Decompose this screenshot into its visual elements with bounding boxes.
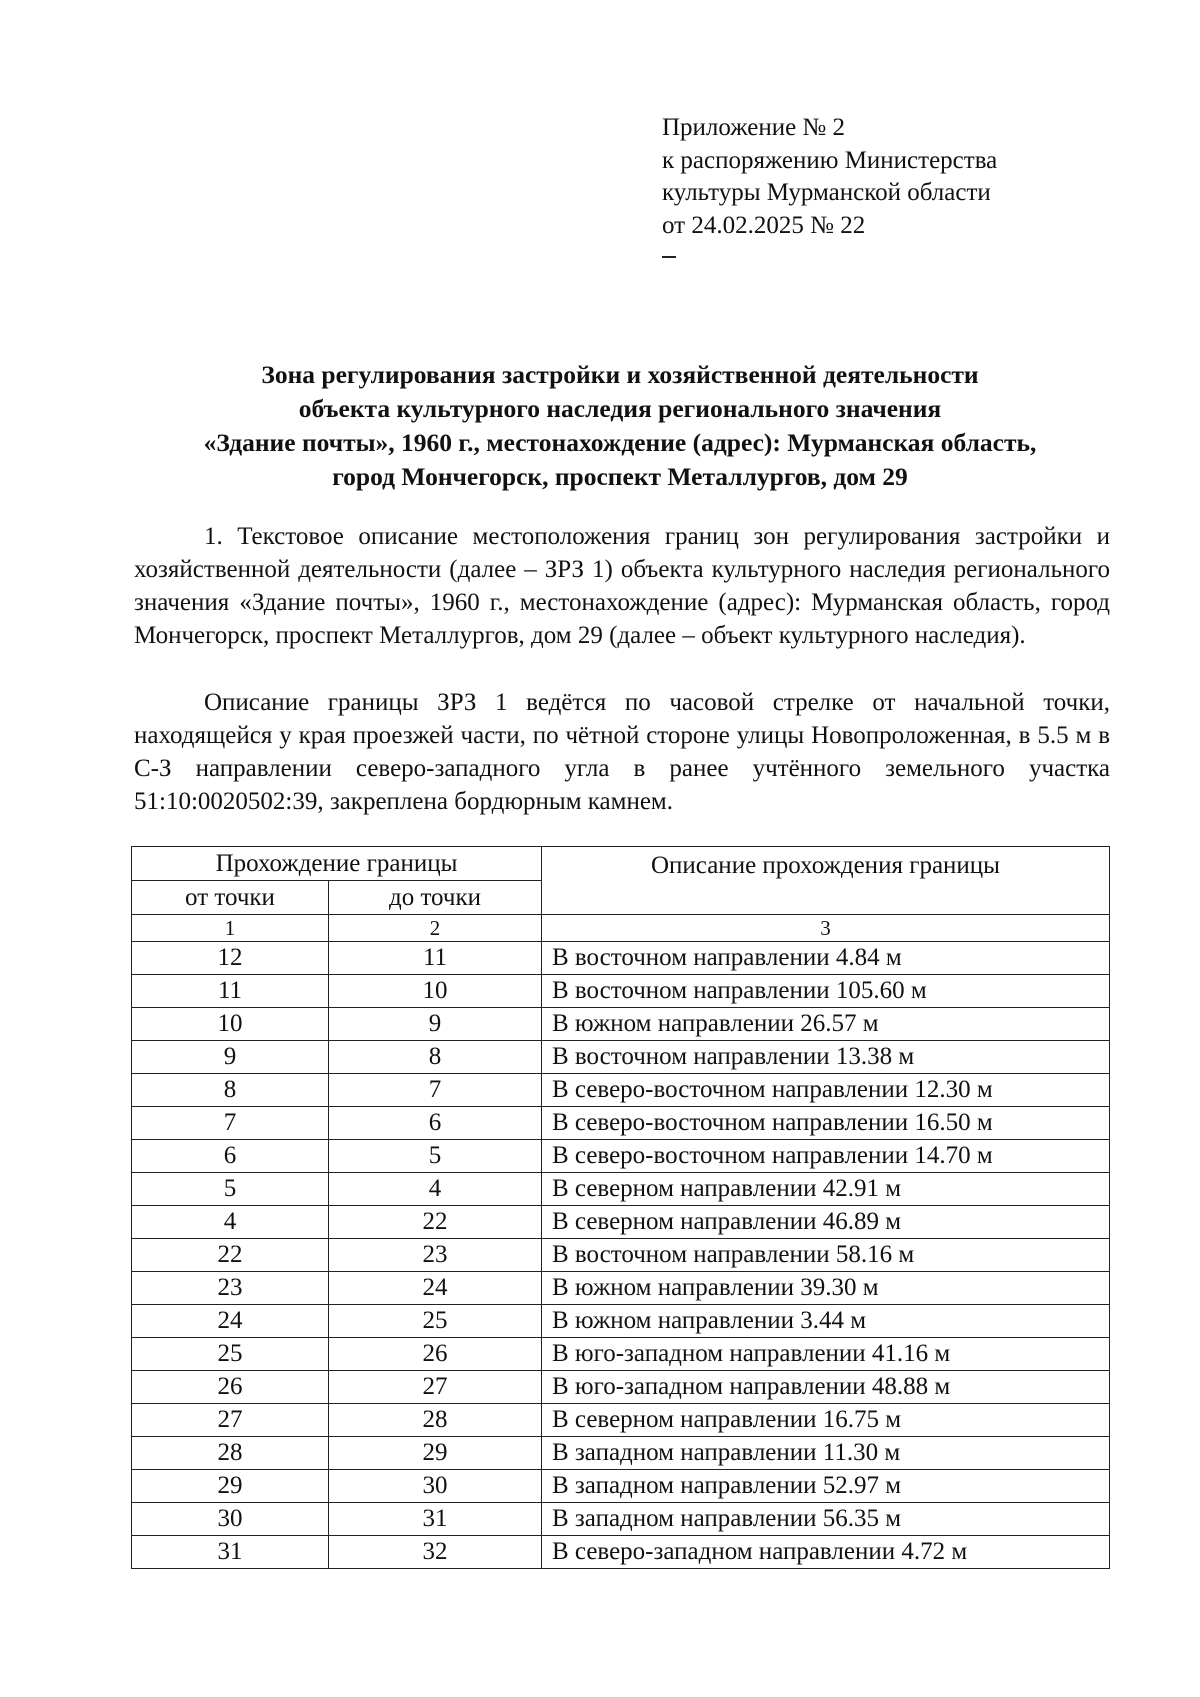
table-row — [132, 1437, 1110, 1470]
cell-from: 30 — [132, 1503, 329, 1536]
table-row — [132, 1206, 1110, 1239]
cell-from: 4 — [132, 1206, 329, 1239]
paragraph-2: Описание границы ЗРЗ 1 ведётся по часовой стрелке от начальной точки, находящейся у края проезжей части, по чётной стороне улицы Новопроложенная, в 5.5 м в С-З направлении северо-западного угла в ранее учтённого земельного участка 51:10:0020502:39, закреплена бордюрным камнем. — [134, 689, 1110, 815]
table-row — [132, 1503, 1110, 1536]
cell-to: 30 — [329, 1470, 542, 1503]
cell-from: 11 — [132, 975, 329, 1008]
cell-from: 6 — [132, 1140, 329, 1173]
table-row — [132, 975, 1110, 1008]
cell-description: В северо-восточном направлении 14.70 м — [542, 1140, 1110, 1173]
cell-description: В западном направлении 56.35 м — [542, 1503, 1110, 1536]
table-row — [132, 1371, 1110, 1404]
table-row — [132, 1239, 1110, 1272]
cell-to: 32 — [329, 1536, 542, 1569]
table-row — [132, 1338, 1110, 1371]
cell-description: В восточном направлении 13.38 м — [542, 1041, 1110, 1074]
cell-description: В западном направлении 11.30 м — [542, 1437, 1110, 1470]
annex-line-2: к распоряжению Министерства — [662, 146, 998, 174]
cell-to: 25 — [329, 1305, 542, 1338]
cell-from: 7 — [132, 1107, 329, 1140]
cell-from: 23 — [132, 1272, 329, 1305]
boundary-table — [131, 846, 1110, 1569]
cell-description: В северо-восточном направлении 16.50 м — [542, 1107, 1110, 1140]
cell-to: 23 — [329, 1239, 542, 1272]
cell-to: 11 — [329, 942, 542, 975]
table-row — [132, 1470, 1110, 1503]
annex-line-4: от 24.02.2025 № 22 — [662, 211, 866, 239]
cell-from: 27 — [132, 1404, 329, 1437]
cell-to: 5 — [329, 1140, 542, 1173]
cell-from: 26 — [132, 1371, 329, 1404]
table-row — [132, 1140, 1110, 1173]
dash-mark — [662, 256, 676, 258]
cell-description: В восточном направлении 58.16 м — [542, 1239, 1110, 1272]
header-to: до точки — [329, 881, 542, 915]
table-row — [132, 1041, 1110, 1074]
title-line-3: «Здание почты», 1960 г., местонахождение (адрес): Мурманская область, — [203, 428, 1037, 457]
header-from: от точки — [132, 881, 329, 915]
cell-to: 29 — [329, 1437, 542, 1470]
cell-to: 8 — [329, 1041, 542, 1074]
annex-line-3: культуры Мурманской области — [662, 179, 991, 206]
table-row — [132, 1404, 1110, 1437]
title-line-4: город Мончегорск, проспект Металлургов, дом 29 — [332, 462, 908, 491]
cell-to: 9 — [329, 1008, 542, 1041]
cell-to: 7 — [329, 1074, 542, 1107]
header-description: Описание прохождения границы — [542, 847, 1110, 915]
cell-to: 31 — [329, 1503, 542, 1536]
table-header-row — [132, 847, 1110, 881]
cell-from: 9 — [132, 1041, 329, 1074]
cell-from: 10 — [132, 1008, 329, 1041]
table-row — [132, 1536, 1110, 1569]
cell-description: В северном направлении 42.91 м — [542, 1173, 1110, 1206]
cell-description: В западном направлении 52.97 м — [542, 1470, 1110, 1503]
table-row — [132, 1008, 1110, 1041]
cell-to: 24 — [329, 1272, 542, 1305]
cell-to: 26 — [329, 1338, 542, 1371]
cell-from: 31 — [132, 1536, 329, 1569]
title-line-2: объекта культурного наследия регионального значения — [298, 394, 942, 423]
cell-to: 4 — [329, 1173, 542, 1206]
cell-from: 12 — [132, 942, 329, 975]
cell-description: В северо-западном направлении 4.72 м — [542, 1536, 1110, 1569]
cell-description: В юго-западном направлении 41.16 м — [542, 1338, 1110, 1371]
cell-from: 24 — [132, 1305, 329, 1338]
cell-from: 28 — [132, 1437, 329, 1470]
cell-to: 10 — [329, 975, 542, 1008]
header-passage: Прохождение границы — [132, 847, 542, 881]
cell-description: В северо-восточном направлении 12.30 м — [542, 1074, 1110, 1107]
cell-description: В восточном направлении 105.60 м — [542, 975, 1110, 1008]
table-row — [132, 1074, 1110, 1107]
cell-to: 22 — [329, 1206, 542, 1239]
cell-description: В северном направлении 46.89 м — [542, 1206, 1110, 1239]
column-number-row — [132, 915, 1110, 942]
cell-description: В юго-западном направлении 48.88 м — [542, 1371, 1110, 1404]
table-row — [132, 1305, 1110, 1338]
cell-description: В южном направлении 3.44 м — [542, 1305, 1110, 1338]
document-title — [130, 358, 1110, 494]
table-row — [132, 942, 1110, 975]
annex-header — [662, 112, 997, 242]
table-row — [132, 1107, 1110, 1140]
cell-to: 28 — [329, 1404, 542, 1437]
cell-to: 27 — [329, 1371, 542, 1404]
cell-from: 5 — [132, 1173, 329, 1206]
title-line-1: Зона регулирования застройки и хозяйственной деятельности — [261, 360, 979, 389]
cell-description: В южном направлении 39.30 м — [542, 1272, 1110, 1305]
annex-line-1: Приложение № 2 — [662, 114, 846, 141]
cell-to: 6 — [329, 1107, 542, 1140]
paragraph-1: 1. Текстовое описание местоположения границ зон регулирования застройки и хозяйственной деятельности (далее – ЗРЗ 1) объекта культурного наследия регионального значения «Здание почты», 1960 г., местонахождение (адрес): Мурманская область, город Мончегорск, проспект Металлургов, дом 29 (далее – объект культурного наследия). — [134, 523, 1110, 649]
table-row — [132, 1272, 1110, 1305]
cell-description: В северном направлении 16.75 м — [542, 1404, 1110, 1437]
col-number-1: 1 — [132, 915, 329, 942]
cell-description: В восточном направлении 4.84 м — [542, 942, 1110, 975]
table-row — [132, 1173, 1110, 1206]
cell-description: В южном направлении 26.57 м — [542, 1008, 1110, 1041]
cell-from: 25 — [132, 1338, 329, 1371]
cell-from: 29 — [132, 1470, 329, 1503]
cell-from: 22 — [132, 1239, 329, 1272]
col-number-3: 3 — [542, 915, 1110, 942]
cell-from: 8 — [132, 1074, 329, 1107]
col-number-2: 2 — [329, 915, 542, 942]
